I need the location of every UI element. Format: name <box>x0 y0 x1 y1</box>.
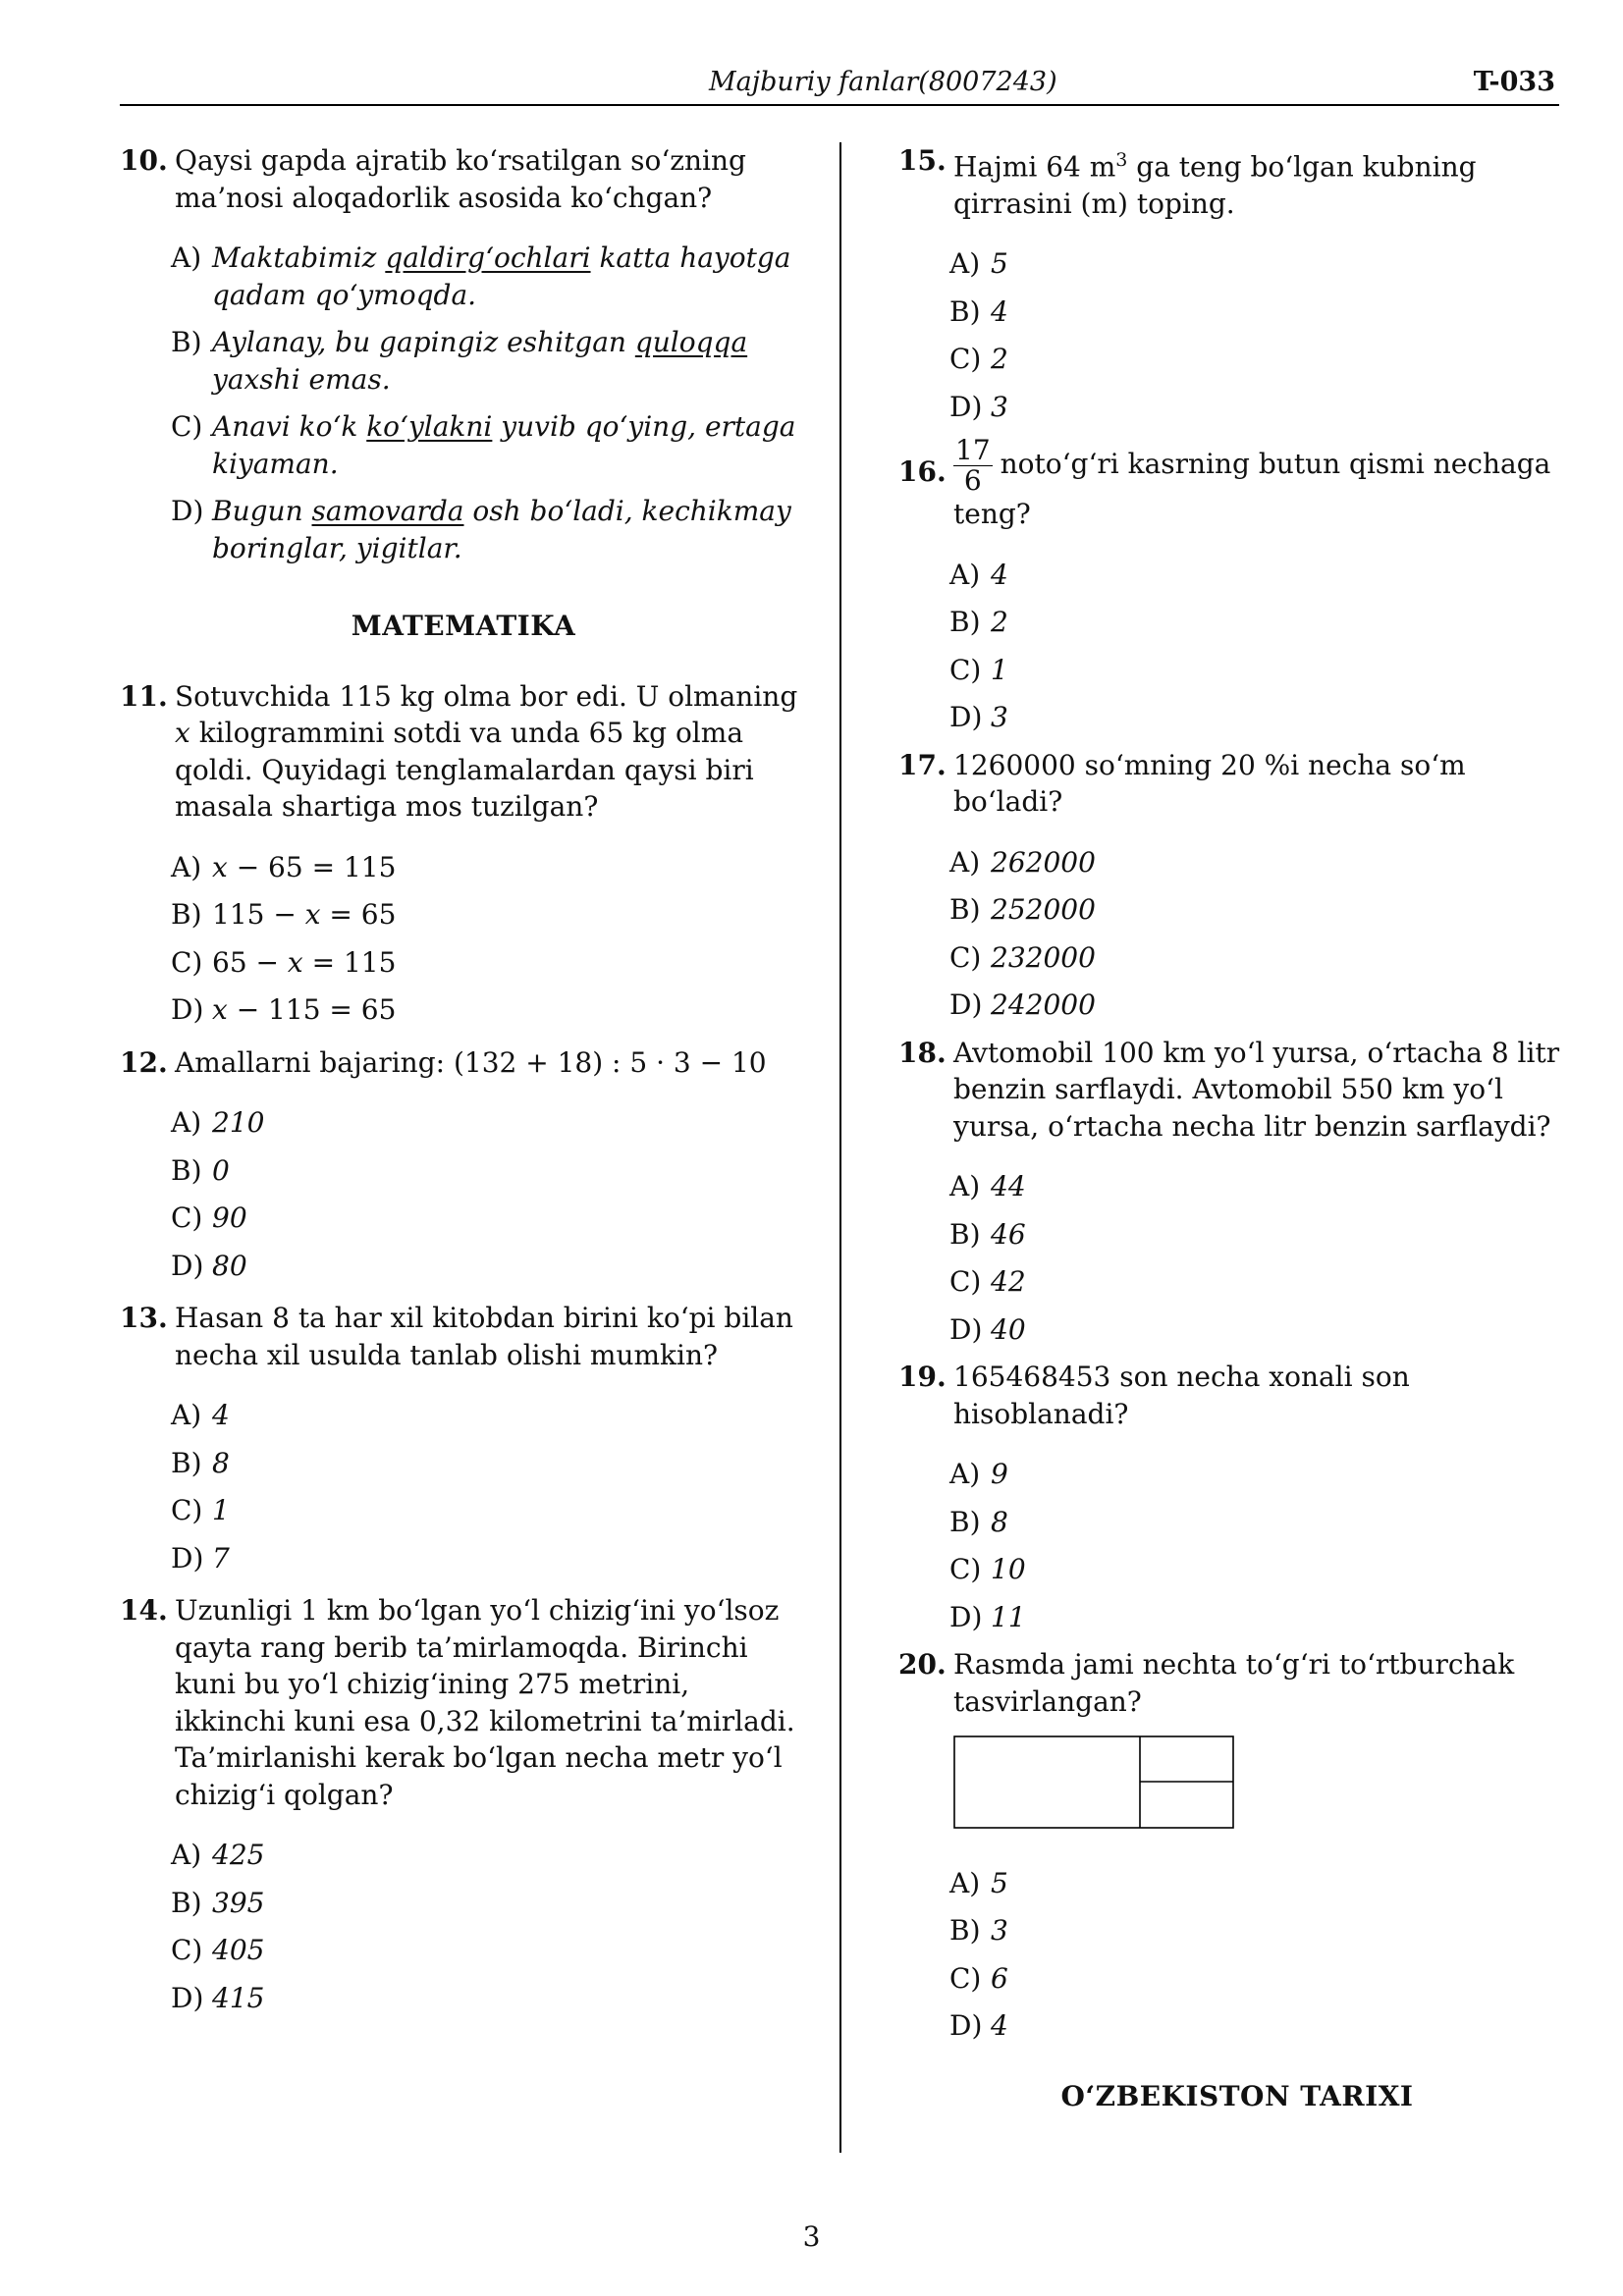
option-label: D) <box>171 993 204 1026</box>
q18-option-b[interactable]: B) 46 <box>949 1217 1026 1251</box>
option-label: B) <box>171 326 202 358</box>
q20-option-d[interactable]: D) 4 <box>949 2009 1008 2043</box>
question-15 <box>898 142 1576 222</box>
option-value: 44 <box>991 1170 1026 1203</box>
q17-options <box>898 844 1576 1024</box>
q14-options <box>120 1837 807 2016</box>
question-text: Hajmi 64 $m^3$ ga teng bo‘lgan kubning qirrasini (m) toping. <box>953 149 1477 220</box>
option-value: 10 <box>991 1553 1026 1586</box>
q16-option-a[interactable]: A) 4 <box>949 558 1008 591</box>
question-13 <box>120 1300 807 1373</box>
question-10 <box>120 142 807 216</box>
question-text: Sotuvchida 115 kg olma bor edi. U olmaning x kilogrammini sotdi va unda 65 kg olma qoldi. Quyidagi tenglamalardan qaysi biri masala shartiga mos tuzilgan? <box>175 679 798 823</box>
option-value: 6 <box>991 1961 1008 1995</box>
option-value: 4 <box>991 558 1008 591</box>
option-label: D) <box>171 495 204 527</box>
q11-option-b[interactable]: B) 115 − x = 65 <box>171 896 807 934</box>
question-number: 12. <box>120 1045 168 1079</box>
option-label: A) <box>171 850 202 883</box>
option-label: C) <box>171 945 203 979</box>
option-value: 425 <box>212 1839 265 1871</box>
question-17 <box>898 747 1576 821</box>
question-text: 1260000 so‘mning 20 %i necha so‘m bo‘ladi? <box>953 748 1466 819</box>
q20-option-b[interactable]: B) 3 <box>949 1914 1008 1948</box>
q14-option-d[interactable]: D) 415 <box>171 1981 265 2014</box>
option-text: Bugun <box>212 495 312 527</box>
q13-option-c[interactable]: C) 1 <box>171 1494 230 1526</box>
option-value: 395 <box>212 1886 265 1919</box>
option-value: 232000 <box>991 940 1096 974</box>
q17-option-b[interactable]: B) 252000 <box>949 893 1096 927</box>
question-11 <box>120 678 807 826</box>
q17-option-d[interactable]: D) 242000 <box>949 988 1096 1022</box>
q15-option-b[interactable]: B) 4 <box>949 294 1008 328</box>
right-column <box>898 142 1576 2114</box>
q13-options <box>120 1397 807 1576</box>
question-16 <box>898 436 1576 533</box>
q18-option-a[interactable]: A) 44 <box>949 1170 1026 1203</box>
q15-option-c[interactable]: C) 2 <box>949 343 1008 376</box>
question-number: 11. <box>120 679 168 713</box>
q20-option-c[interactable]: C) 6 <box>949 1961 1008 1995</box>
option-value: 4 <box>212 1399 230 1431</box>
q12-option-a[interactable]: A) 210 <box>171 1106 265 1139</box>
option-value: 3 <box>991 390 1008 423</box>
option-value: 0 <box>212 1153 230 1187</box>
question-text: Amallarni bajaring: (132 + 18) : 5 · 3 − 10 <box>175 1045 767 1079</box>
q19-option-b[interactable]: B) 8 <box>949 1505 1008 1538</box>
q16-option-c[interactable]: C) 1 <box>949 653 1008 686</box>
q14-option-b[interactable]: B) 395 <box>171 1886 265 1919</box>
q16-option-b[interactable]: B) 2 <box>949 606 1008 639</box>
q18-options <box>898 1168 1576 1348</box>
question-20 <box>898 1646 1576 1842</box>
option-value: 415 <box>212 1981 265 2014</box>
question-text: Hasan 8 ta har xil kitobdan birini ko‘pi bilan necha xil usulda tanlab olishi mumkin? <box>175 1302 793 1371</box>
underlined-word: qaldirg‘ochlari <box>385 241 591 274</box>
q10-options <box>120 240 807 566</box>
underlined-word: ko‘ylakni <box>366 410 493 443</box>
q11-options <box>120 849 807 1029</box>
q10-option-c[interactable] <box>171 408 807 482</box>
q18-option-c[interactable]: C) 42 <box>949 1265 1026 1299</box>
question-number: 16. <box>898 455 947 489</box>
q15-option-d[interactable]: D) 3 <box>949 390 1008 423</box>
option-value: 8 <box>991 1505 1008 1538</box>
option-value: 2 <box>991 606 1008 639</box>
option-value: 42 <box>991 1265 1026 1299</box>
q14-option-c[interactable]: C) 405 <box>171 1934 265 1966</box>
option-value: 5 <box>991 247 1008 281</box>
option-value: 46 <box>991 1217 1026 1251</box>
page-header <box>120 65 1559 106</box>
question-number: 13. <box>120 1302 168 1334</box>
q14-option-a[interactable]: A) 425 <box>171 1839 265 1871</box>
option-label: C) <box>171 410 203 443</box>
q18-option-d[interactable]: D) 40 <box>949 1312 1026 1346</box>
option-value: 252000 <box>991 893 1096 927</box>
question-number: 17. <box>898 748 947 781</box>
option-value: 1 <box>991 653 1008 686</box>
q15-option-a[interactable]: A) 5 <box>949 247 1008 281</box>
q15-options <box>898 245 1576 425</box>
fraction: $\frac{17}{6}$ <box>955 434 991 498</box>
question-number: 18. <box>898 1036 947 1069</box>
option-value: 1 <box>212 1494 230 1526</box>
q19-options <box>898 1456 1576 1635</box>
question-number: 14. <box>120 1594 168 1627</box>
option-value: 40 <box>991 1312 1026 1346</box>
q13-option-b[interactable]: B) 8 <box>171 1446 230 1479</box>
q12-option-c[interactable]: C) 90 <box>171 1201 247 1234</box>
option-value: 210 <box>212 1106 265 1139</box>
q19-option-d[interactable]: D) 11 <box>949 1600 1026 1633</box>
option-value: 11 <box>991 1600 1026 1633</box>
question-number: 19. <box>898 1361 947 1394</box>
section-title-math: MATEMATIKA <box>351 610 576 642</box>
q20-option-a[interactable]: A) 5 <box>949 1866 1008 1899</box>
option-label: A) <box>171 241 202 274</box>
q12-option-d[interactable]: D) 80 <box>171 1249 247 1282</box>
q16-options <box>898 557 1576 736</box>
option-value: 262000 <box>991 845 1096 879</box>
question-text: 165468453 son necha xonali son hisoblanadi? <box>953 1361 1410 1430</box>
column-divider <box>839 142 841 2153</box>
option-value: 4 <box>991 2009 1008 2043</box>
q10-option-b[interactable] <box>171 324 807 398</box>
option-value: 242000 <box>991 988 1096 1022</box>
option-value: 90 <box>212 1201 247 1234</box>
question-19 <box>898 1359 1576 1432</box>
underlined-word: samovarda <box>311 495 464 527</box>
question-text: Avtomobil 100 km yo‘l yursa, o‘rtacha 8 litr benzin sarflaydi. Avtomobil 550 km yo‘l yursa, o‘rtacha necha litr benzin sarflaydi? <box>953 1036 1560 1143</box>
question-14 <box>120 1592 807 1813</box>
question-text: Rasmda jami nechta to‘g‘ri to‘rtburchak tasvirlangan? <box>953 1648 1515 1718</box>
page-number: 3 <box>802 2220 821 2253</box>
question-text: $\frac{17}{6}$ noto‘g‘ri kasrning butun qismi nechaga teng? <box>953 434 1551 531</box>
question-12 <box>120 1044 807 1082</box>
q13-option-d[interactable]: D) 7 <box>171 1541 230 1575</box>
q19-option-a[interactable]: A) 9 <box>949 1458 1008 1491</box>
q19-option-c[interactable]: C) 10 <box>949 1553 1026 1586</box>
question-number: 20. <box>898 1648 947 1682</box>
header-test-code: T-033 <box>1473 67 1555 97</box>
option-value: 7 <box>212 1541 230 1575</box>
question-text: Uzunligi 1 km bo‘lgan yo‘l chizig‘ini yo‘lsoz qayta rang berib ta’mirlamoqda. Birinchi kuni bu yo‘l chizig‘ining 275 metrini, ikkinchi kuni esa 0,32 kilometrini ta’mirladi. Ta’mirlanishi kerak bo‘lgan necha metr yo‘l chizig‘i qolgan? <box>175 1594 795 1811</box>
option-value: 80 <box>212 1249 247 1282</box>
q17-option-a[interactable]: A) 262000 <box>949 845 1096 879</box>
option-text: osh bo‘ladi, kechikmay boringlar, yigitlar. <box>212 495 791 564</box>
header-subject: Majburiy fanlar(8007243) <box>709 67 1057 97</box>
q10-option-d[interactable] <box>171 493 807 566</box>
question-text: Qaysi gapda ajratib ko‘rsatilgan so‘zning ma’nosi aloqadorlik asosida ko‘chgan? <box>175 144 746 214</box>
q17-option-c[interactable]: C) 232000 <box>949 940 1096 974</box>
q13-option-a[interactable]: A) 4 <box>171 1399 230 1431</box>
option-value: 3 <box>991 1914 1008 1948</box>
option-text: Maktabimiz <box>212 241 386 274</box>
q20-options <box>898 1865 1576 2045</box>
question-18 <box>898 1035 1576 1146</box>
q10-option-a[interactable] <box>171 240 807 313</box>
option-value: 9 <box>991 1458 1008 1491</box>
option-text: Aylanay, bu gapingiz eshitgan <box>212 326 635 358</box>
underlined-word: quloqqa <box>634 326 748 358</box>
option-text: yaxshi emas. <box>212 362 391 396</box>
q12-options <box>120 1104 807 1284</box>
option-label: B) <box>171 898 202 931</box>
q11-option-c[interactable]: C) 65 − x = 115 <box>171 944 807 982</box>
q11-option-d[interactable]: D) x − 115 = 65 <box>171 991 807 1029</box>
option-value: 5 <box>991 1866 1008 1899</box>
option-value: 3 <box>991 701 1008 734</box>
q12-option-b[interactable]: B) 0 <box>171 1153 230 1187</box>
option-value: 8 <box>212 1446 230 1479</box>
q11-option-a[interactable]: A) x − 65 = 115 <box>171 849 807 886</box>
option-text: Anavi ko‘k <box>212 410 367 443</box>
q16-option-d[interactable]: D) 3 <box>949 701 1008 734</box>
option-text: yuvib qo‘ying, ertaga kiyaman. <box>212 410 796 480</box>
option-value: 405 <box>212 1934 265 1966</box>
question-number: 10. <box>120 144 168 177</box>
option-value: 2 <box>991 343 1008 376</box>
section-title-history: O‘ZBEKISTON TARIXI <box>1060 2079 1414 2112</box>
option-value: 4 <box>991 294 1008 328</box>
option-text: katta hayotga qadam qo‘ymoqda. <box>212 241 791 311</box>
rectangles-figure <box>953 1735 1238 1832</box>
left-column <box>120 142 807 2027</box>
question-number: 15. <box>898 144 947 177</box>
